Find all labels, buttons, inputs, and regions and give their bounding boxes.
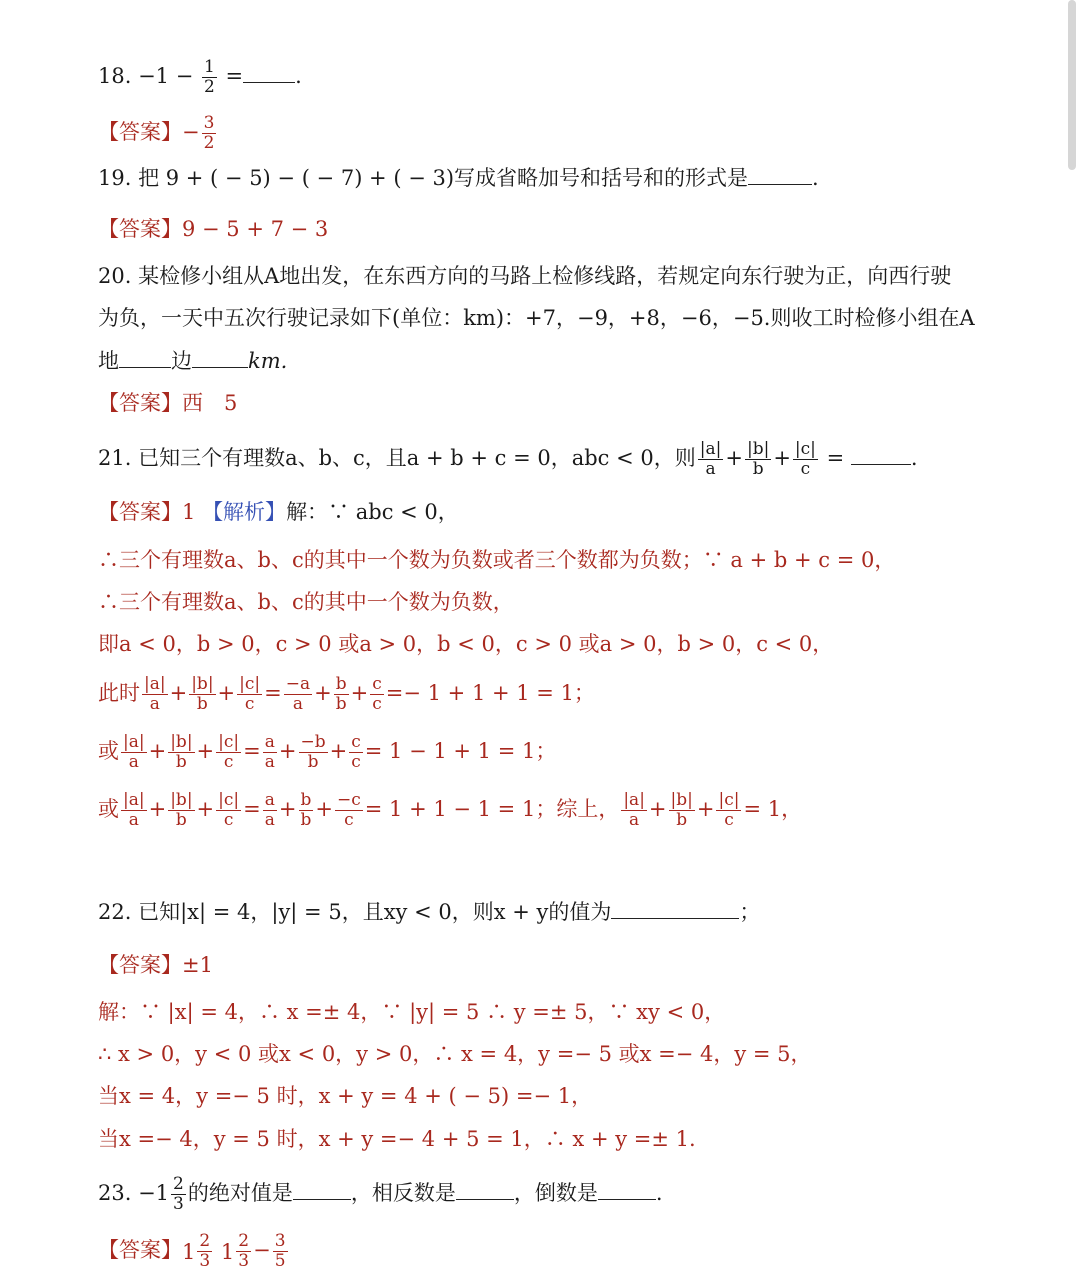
s21-l6-f3d: c (223, 810, 234, 830)
a21-value: 1 (182, 500, 196, 524)
s21-l6-p5: + (648, 797, 667, 821)
q18-den: 2 (203, 77, 215, 97)
s21-l4-f5d: b (335, 694, 347, 714)
a20-label: 【答案】 (98, 391, 182, 415)
answer-23 (98, 1232, 290, 1271)
sol21-line1: ∴三个有理数a、b、c的其中一个数为负数或者三个数都为负数；∵ a + b + c = 0， (98, 548, 896, 572)
answer-21 (98, 497, 459, 527)
q18-end: . (295, 64, 302, 88)
q23-t2: ，相反数是 (350, 1181, 456, 1205)
s21-l6-f6 (335, 791, 363, 830)
q21-blank (851, 446, 911, 465)
s21-l6-f5 (299, 791, 314, 830)
s21-l4-f6d: c (372, 694, 382, 714)
s21-l6-f2d: b (175, 810, 187, 830)
q23-blank2 (456, 1181, 514, 1200)
q20-p1: 地 (98, 349, 119, 373)
s21-l6-f7 (621, 791, 647, 830)
a22-label: 【答案】 (98, 953, 182, 977)
s21-l5-prefix: 或 (98, 739, 119, 763)
q23-t3: ，倒数是 (513, 1181, 598, 1205)
sol21-line4 (98, 675, 595, 714)
question-22 (98, 897, 760, 927)
s21-l4-f1 (142, 675, 168, 714)
s21-l5-f3d: c (223, 752, 234, 772)
a23-f1 (197, 1232, 212, 1271)
s21-l6-p6: + (696, 797, 715, 821)
s21-l6-f4n: a (264, 790, 275, 810)
a23-n3: 3 (274, 1231, 286, 1251)
q23-fraction (171, 1175, 186, 1214)
sol22-line1: 解：∵ |x| = 4，∴ x =± 4，∵ |y| = 5 ∴ y =± 5，∵ xy < 0， (98, 1000, 726, 1024)
question-20-line1: 20. 某检修小组从A地出发，在东西方向的马路上检修线路，若规定向东行驶为正，向西行驶 (98, 264, 952, 288)
s21-l4-f6 (370, 675, 384, 714)
a23-f3 (273, 1232, 288, 1271)
s21-l6-f8d: b (676, 810, 688, 830)
s21-l6-p2: + (196, 797, 215, 821)
s21-l6-f7n: |a| (623, 790, 645, 810)
q18-fraction (202, 58, 217, 97)
q22-text: 22. 已知|x| = 4，|y| = 5，且xy < 0，则x + y的值为 (98, 900, 612, 924)
s21-l4-f3n: |c| (239, 674, 261, 694)
s21-l6-p4: + (315, 797, 333, 821)
q21-prefix: 21. 已知三个有理数a、b、c，且a + b + c = 0，abc < 0，则 (98, 446, 696, 470)
a19-label: 【答案】 (98, 217, 182, 241)
s21-l6-f1n: |a| (123, 790, 145, 810)
a23-mixed1 (182, 1232, 214, 1271)
question-20-line3 (98, 346, 287, 376)
a23-d1: 3 (199, 1251, 211, 1271)
sol21-line6 (98, 791, 802, 830)
s21-l6-f6d: c (344, 810, 354, 830)
s21-l5-p3: + (278, 739, 297, 763)
q22-blank (611, 900, 739, 919)
q21-fc-n: |c| (794, 439, 816, 459)
a18-fraction (202, 114, 217, 153)
s21-l4-p4: + (350, 681, 369, 705)
a23-sign: − (253, 1238, 271, 1262)
q19-end: . (812, 166, 819, 190)
s21-l5-p1: + (148, 739, 167, 763)
a23-n2: 2 (238, 1231, 250, 1251)
q23-end: . (655, 1181, 663, 1205)
a23-d3: 5 (274, 1251, 286, 1271)
sol21-line2: ∴三个有理数a、b、c的其中一个数为负数， (98, 590, 514, 614)
s21-l4-f4d: a (292, 694, 304, 714)
sol22-line2: ∴ x > 0，y < 0 或x < 0，y > 0，∴ x = 4，y =− 5 或x =− 4，y = 5， (98, 1042, 812, 1066)
a23-w1: 1 (182, 1239, 196, 1264)
s21-l6-f4d: a (264, 810, 275, 830)
s21-l5-f2 (168, 733, 194, 772)
s21-l5-f2d: b (175, 752, 187, 772)
s21-l4-f3d: c (244, 694, 255, 714)
a23-mixed2 (221, 1232, 253, 1271)
a21-jiexi-label: 【解析】 (202, 500, 287, 524)
s21-l4-f2d: b (196, 694, 208, 714)
answer-19 (98, 214, 328, 244)
s21-l4-f4 (284, 675, 312, 714)
s21-l6-p1: + (148, 797, 167, 821)
s21-l5-f1d: a (128, 752, 139, 772)
q21-fa-n: |a| (699, 439, 722, 459)
a21-label: 【答案】 (98, 500, 182, 524)
s21-l5-f2n: |b| (170, 732, 193, 752)
s21-l5-f5n: −b (300, 732, 326, 752)
q21-fa-d: a (705, 459, 716, 479)
q18-num: 1 (203, 57, 215, 77)
s21-l6-f1 (121, 791, 147, 830)
q21-plus2: + (773, 446, 791, 470)
s21-l4-f4n: −a (285, 674, 311, 694)
question-21 (98, 440, 918, 479)
s21-l4-prefix: 此时 (98, 681, 140, 705)
q23-prefix: 23. −1 (98, 1181, 170, 1205)
q20-p2: 边 (171, 349, 192, 373)
sol21-line3: 即a < 0，b > 0，c > 0 或a > 0，b < 0，c > 0 或a > 0，b > 0，c < 0， (98, 632, 834, 656)
s21-l6-f5n: b (300, 790, 312, 810)
s21-l4-f2 (189, 675, 215, 714)
s21-l5-f4d: a (264, 752, 275, 772)
s21-l5-f5 (299, 733, 328, 772)
s21-l5-f3 (216, 733, 241, 772)
a18-label: 【答案】 (98, 120, 182, 144)
q23-den: 3 (173, 1194, 184, 1214)
s21-l6-f8 (669, 791, 695, 830)
q21-frac-c (793, 440, 818, 479)
s21-l6-f2n: |b| (170, 790, 193, 810)
question-18 (98, 58, 302, 97)
q23-num: 2 (173, 1174, 184, 1194)
q21-eq: = (826, 446, 845, 470)
s21-l5-p2: + (196, 739, 215, 763)
s21-l4-f2n: |b| (191, 674, 214, 694)
q20-blank1 (119, 349, 171, 368)
s21-l5-f4n: a (264, 732, 275, 752)
s21-l6-f3n: |c| (218, 790, 240, 810)
s21-l6-f7d: a (629, 810, 640, 830)
scrollbar[interactable] (1068, 0, 1076, 170)
s21-l4-p2: + (217, 681, 236, 705)
s21-l4-f5 (334, 675, 349, 714)
q18-suffix: = (218, 64, 244, 88)
a20-value: 西 5 (182, 391, 238, 415)
a23-d2: 3 (238, 1251, 250, 1271)
a18-num: 3 (203, 113, 215, 133)
s21-l5-f3n: |c| (218, 732, 240, 752)
s21-l4-f3 (237, 675, 262, 714)
s21-l5-f6 (349, 733, 363, 772)
s21-l6-rest: = 1 + 1 − 1 = 1；综上， (364, 797, 620, 821)
q21-fc-d: c (800, 459, 811, 479)
a21-rest: 解：∵ abc < 0， (286, 500, 459, 524)
q23-blank1 (293, 1181, 351, 1200)
q18-prefix: 18. −1 − (98, 64, 200, 88)
q21-plus1: + (725, 446, 743, 470)
a23-f2 (236, 1232, 251, 1271)
s21-l6-f8n: |b| (670, 790, 693, 810)
q21-fb-d: b (752, 459, 764, 479)
a23-label: 【答案】 (98, 1238, 182, 1262)
q23-blank3 (598, 1181, 656, 1200)
s21-l5-f1n: |a| (123, 732, 145, 752)
s21-l6-end: = 1， (743, 797, 803, 821)
s21-l6-f5d: b (300, 810, 312, 830)
question-23 (98, 1175, 663, 1214)
s21-l5-rest: = 1 − 1 + 1 = 1； (364, 739, 557, 763)
a23-n1: 2 (199, 1231, 211, 1251)
s21-l4-p3: + (314, 681, 332, 705)
s21-l5-f6d: c (351, 752, 361, 772)
s21-l6-eq: = (243, 797, 261, 821)
sol22-line3: 当x = 4，y =− 5 时，x + y = 4 + ( − 5) =− 1， (98, 1084, 593, 1108)
s21-l5-f6n: c (351, 732, 361, 752)
sol22-line4: 当x =− 4，y = 5 时，x + y =− 4 + 5 = 1，∴ x + y =± 1. (98, 1127, 696, 1151)
s21-l4-f5n: b (335, 674, 347, 694)
s21-l6-p3: + (278, 797, 297, 821)
question-19 (98, 163, 819, 193)
q21-frac-a (698, 440, 724, 479)
q19-text: 19. 把 9 + ( − 5) − ( − 7) + ( − 3)写成省略加号和括号和的形式是 (98, 166, 749, 190)
answer-22 (98, 950, 213, 980)
s21-l4-rest: =− 1 + 1 + 1 = 1； (385, 681, 595, 705)
q21-fb-n: |b| (746, 439, 770, 459)
q20-p3: km. (248, 349, 288, 373)
sol21-line5 (98, 733, 556, 772)
s21-l4-f1n: |a| (144, 674, 166, 694)
s21-l4-eq: = (264, 681, 282, 705)
q18-blank (243, 64, 295, 83)
answer-20 (98, 388, 237, 418)
s21-l5-f1 (121, 733, 147, 772)
s21-l6-f4 (263, 791, 277, 830)
s21-l4-f1d: a (149, 694, 160, 714)
s21-l6-f9n: |c| (718, 790, 740, 810)
a18-sign: − (182, 120, 200, 144)
s21-l6-f9 (716, 791, 741, 830)
s21-l6-f3 (216, 791, 241, 830)
q23-t1: 的绝对值是 (187, 1181, 293, 1205)
s21-l4-p1: + (169, 681, 188, 705)
s21-l5-f4 (263, 733, 277, 772)
a22-value: ±1 (182, 953, 213, 977)
s21-l6-f2 (168, 791, 194, 830)
s21-l6-prefix: 或 (98, 797, 119, 821)
s21-l6-f9d: c (724, 810, 734, 830)
q20-blank2 (192, 349, 248, 368)
a18-den: 2 (203, 133, 215, 153)
a23-w2: 1 (220, 1239, 235, 1264)
answer-18 (98, 114, 218, 153)
s21-l4-f6n: c (372, 674, 382, 694)
s21-l6-f6n: −c (337, 790, 361, 810)
s21-l5-p4: + (329, 739, 348, 763)
q21-frac-b (745, 440, 771, 479)
q21-end: . (910, 446, 918, 470)
q22-end: ； (739, 900, 761, 924)
a19-value: 9 − 5 + 7 − 3 (182, 217, 329, 241)
q19-blank (748, 166, 812, 185)
s21-l5-eq: = (243, 739, 261, 763)
s21-l6-f1d: a (128, 810, 139, 830)
s21-l5-f5d: b (307, 752, 319, 772)
question-20-line2: 为负，一天中五次行驶记录如下(单位：km)：+7，−9，+8，−6，−5.则收工时检修小组在A (98, 306, 975, 330)
